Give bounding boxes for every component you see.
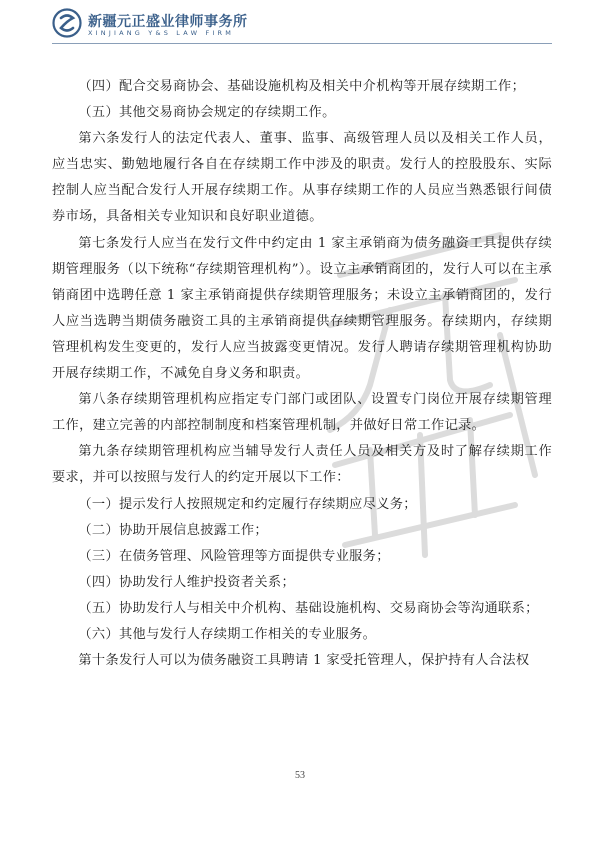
paragraph: 第十条发行人可以为债务融资工具聘请 1 家受托管理人，保护持有人合法权 xyxy=(78,653,530,669)
header-divider xyxy=(52,43,552,44)
page-number: 53 xyxy=(295,770,305,781)
paragraph: （一）提示发行人按照规定和约定履行存续期应尽义务； xyxy=(78,496,417,512)
paragraph: （五）协助发行人与相关中介机构、基础设施机构、交易商协会等沟通联系； xyxy=(78,600,539,616)
paragraph: 第九条存续期管理机构应当辅导发行人责任人员及相关方及时了解存续期工作要求，并可以按照与发行人的约定开展以下工作： xyxy=(52,444,552,486)
page-header xyxy=(52,6,552,40)
paragraph: （三）在债务管理、风险管理等方面提供专业服务； xyxy=(78,548,390,564)
paragraph: 第六条发行人的法定代表人、董事、监事、高级管理人员以及相关工作人员，应当忠实、勤勉地履行各自在存续期工作中涉及的职责。发行人的控股股东、实际控制人应当配合发行人开展存续期工作。从事存续期工作的人员应当熟悉银行间债券市场，具备相关专业知识和良好职业道德。 xyxy=(52,131,552,225)
paragraph: （四）协助发行人维护投资者关系； xyxy=(78,574,295,590)
paragraph: 第七条发行人应当在发行文件中约定由 1 家主承销商为债务融资工具提供存续期管理服务（以下统称“存续期管理机构”）。设立主承销商团的，发行人可以在主承销商团中选聘任意 1 家主承销商提供存续期管理服务；未设立主承销商团的，发行人应当选聘当期债务融资工具的主承销商提供存续期管理服务。存续期内，存续期管理机构发生变更的，发行人应当披露变更情况。发行人聘请存续期管理机构协助开展存续期工作，不减免自身义务和职责。 xyxy=(52,235,552,382)
firm-logo-icon xyxy=(52,8,82,38)
paragraph: （四）配合交易商协会、基础设施机构及相关中介机构等开展存续期工作； xyxy=(78,79,526,94)
paragraph: （五）其他交易商协会规定的存续期工作。 xyxy=(78,105,336,121)
firm-name-en: XINJIANG Y&S LAW FIRM xyxy=(88,29,235,37)
document-body xyxy=(52,74,552,674)
paragraph: 第八条存续期管理机构应指定专门部门或团队、设置专门岗位开展存续期管理工作，建立完善的内部控制制度和档案管理机制，并做好日常工作记录。 xyxy=(52,392,552,434)
paragraph: （二）协助开展信息披露工作； xyxy=(78,522,268,538)
firm-name-cn: 新疆元正盛业律师事务所 xyxy=(88,14,248,30)
paragraph: （六）其他与发行人存续期工作相关的专业服务。 xyxy=(78,626,377,642)
